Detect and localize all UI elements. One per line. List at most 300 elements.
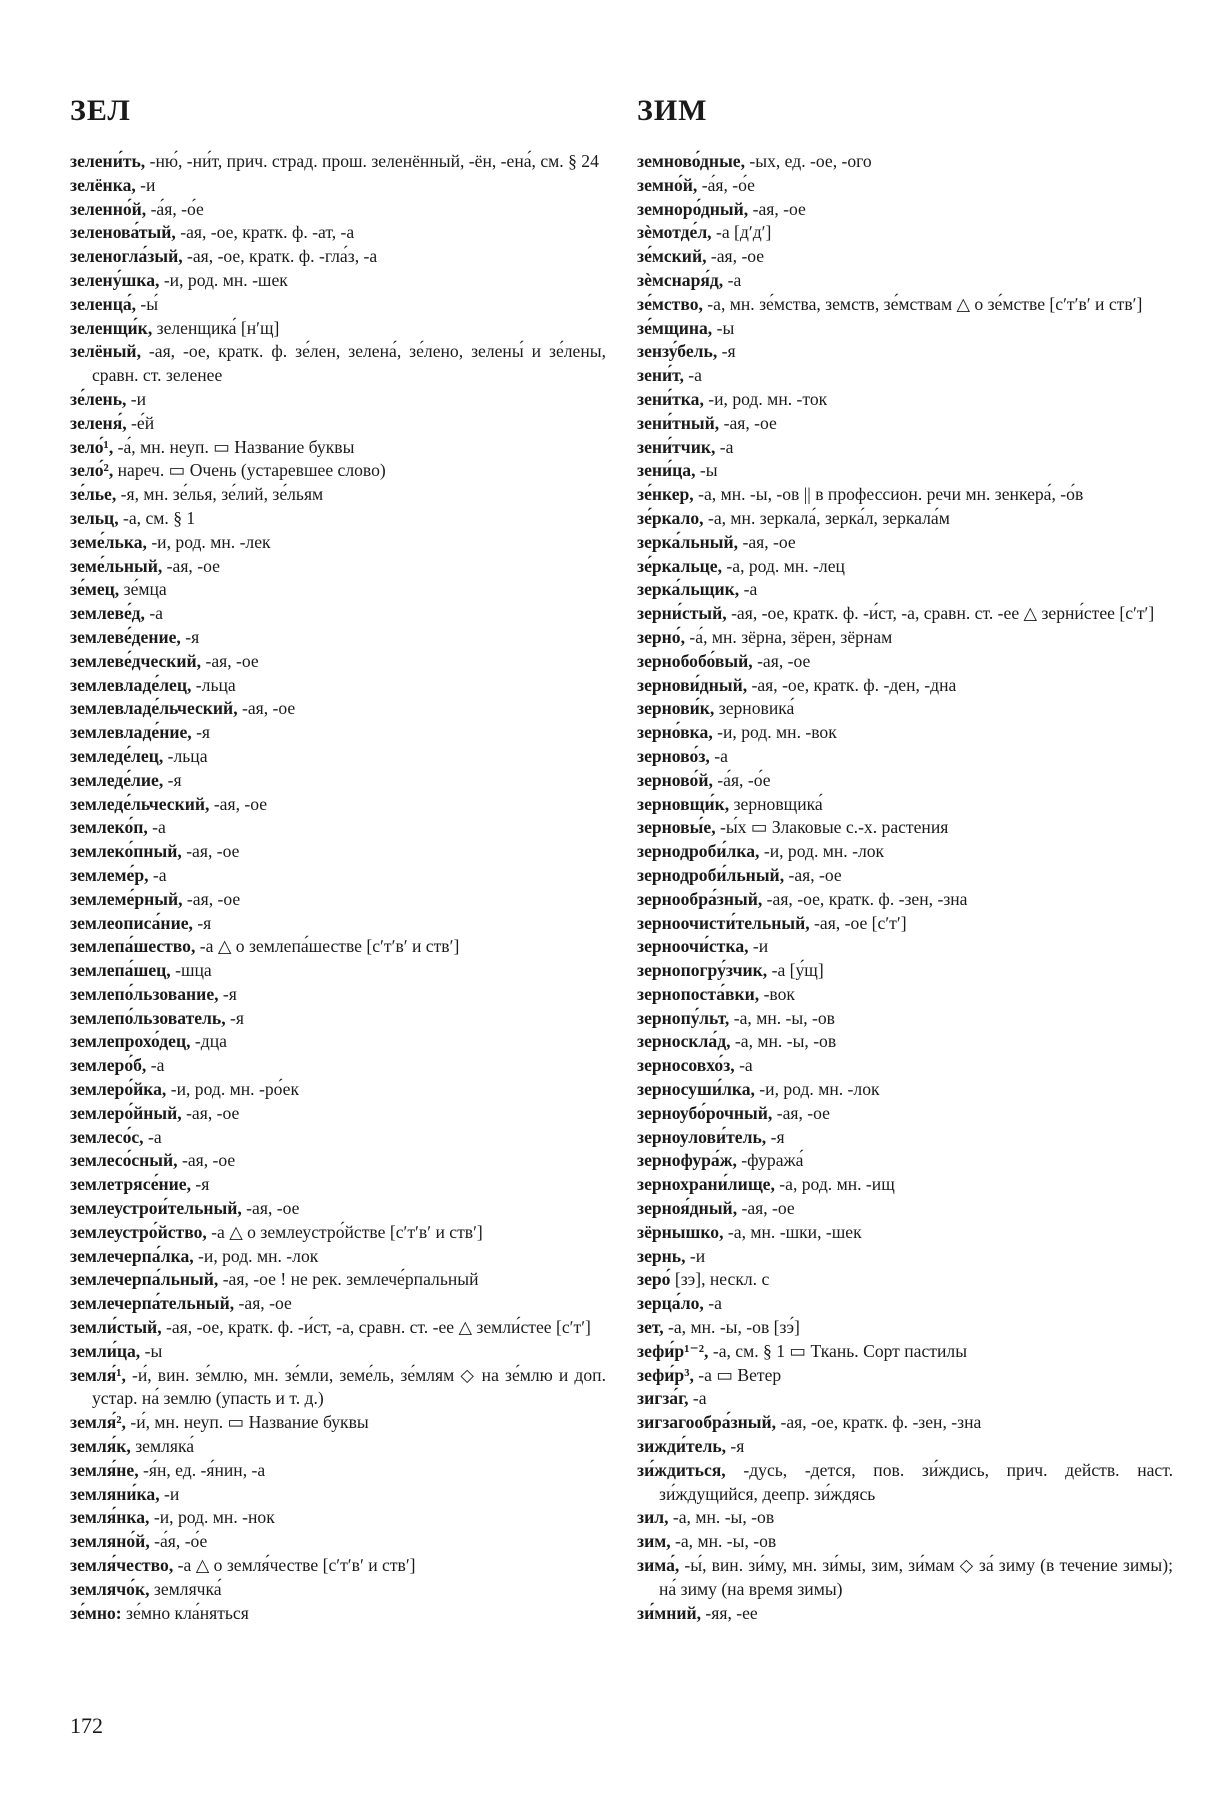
- entry-grammar: -и, род. мн. -лок: [193, 1245, 319, 1266]
- entry-headword: земля́¹,: [70, 1364, 126, 1385]
- dictionary-entry: [637, 1340, 1173, 1364]
- dictionary-entry: [637, 674, 1173, 698]
- entry-headword: зе́мщина,: [637, 317, 713, 338]
- entry-headword: зим,: [637, 1531, 671, 1552]
- entry-grammar: -и́, мн. неуп. ▭ Название буквы: [125, 1412, 369, 1433]
- dictionary-entry: [70, 888, 606, 912]
- dictionary-entry: [70, 1554, 606, 1578]
- entry-headword: землечерпа́лка,: [70, 1245, 194, 1266]
- entry-grammar: [зэ], нескл. с: [670, 1269, 770, 1290]
- entry-grammar: -а: [715, 436, 734, 457]
- entry-grammar: -а △ о земля́честве [сʹтʹвʹ и ствʹ]: [173, 1555, 416, 1576]
- entry-headword: землеве́д,: [70, 603, 145, 624]
- dictionary-entry: [637, 578, 1173, 602]
- entry-headword: зеленно́й,: [70, 198, 147, 219]
- entry-headword: зи́мний,: [637, 1602, 702, 1623]
- entry-headword: землепрохо́дец,: [70, 1031, 191, 1052]
- entry-headword: земледе́лец,: [70, 745, 164, 766]
- dictionary-entry: [637, 1316, 1173, 1340]
- entry-grammar: -и, род. мн. -ро́ек: [166, 1079, 300, 1100]
- dictionary-entry: [637, 364, 1173, 388]
- entry-headword: земляни́ка,: [70, 1483, 160, 1504]
- entry-grammar: -а́, мн. зёрна, зёрен, зёрнам: [685, 626, 893, 647]
- entry-grammar: -ая, -ое: [752, 650, 811, 671]
- entry-headword: зернохрани́лище,: [637, 1174, 775, 1195]
- entry-grammar: -ы́: [136, 293, 159, 314]
- entry-headword: землеве́дческий,: [70, 650, 202, 671]
- dictionary-entry: [637, 1387, 1173, 1411]
- entry-headword: землевладе́ние,: [70, 722, 192, 743]
- dictionary-entry: [70, 174, 606, 198]
- dictionary-entry: [637, 650, 1173, 674]
- dictionary-entry: [70, 959, 606, 983]
- dictionary-entry: [70, 1173, 606, 1197]
- entry-grammar: -а ▭ Ветер: [693, 1364, 782, 1385]
- right-column: [637, 150, 1173, 1625]
- entry-headword: зигза́г,: [637, 1388, 689, 1409]
- entry-grammar: -я: [717, 341, 736, 362]
- entry-grammar: -а: [147, 817, 166, 838]
- entry-headword: земледе́льческий,: [70, 793, 210, 814]
- entry-headword: зи́ждиться,: [637, 1459, 726, 1480]
- entry-grammar: -я, мн. зе́лья, зе́лий, зе́льям: [116, 484, 324, 505]
- entry-headword: землеме́рный,: [70, 888, 183, 909]
- entry-headword: зелёный,: [70, 341, 141, 362]
- entry-grammar: -и́, вин. зе́млю, мн. зе́мли, земе́ль, зе́млям ◇ на зе́млю и доп. устар. на́ землю (упасть и т. д.): [92, 1364, 606, 1409]
- entry-grammar: -а: [734, 1055, 753, 1076]
- dictionary-entry: [637, 412, 1173, 436]
- dictionary-entry: [70, 555, 606, 579]
- entry-grammar: -ая, -ое ! не рек. землече́рпальный: [218, 1269, 479, 1290]
- dictionary-entry: [70, 436, 606, 460]
- entry-headword: землеве́дение,: [70, 626, 181, 647]
- entry-headword: зижди́тель,: [637, 1436, 727, 1457]
- dictionary-entry: [70, 816, 606, 840]
- entry-headword: зени́т,: [637, 365, 684, 386]
- dictionary-entry: [70, 602, 606, 626]
- entry-headword: земляно́й,: [70, 1531, 150, 1552]
- dictionary-entry: [70, 1292, 606, 1316]
- dictionary-entry: [70, 221, 606, 245]
- entry-grammar: -а: [709, 745, 728, 766]
- dictionary-entry: [637, 626, 1173, 650]
- entry-grammar: -вок: [759, 983, 795, 1004]
- entry-grammar: зерновщика́: [729, 793, 823, 814]
- dictionary-entry: [70, 412, 606, 436]
- dictionary-entry: [637, 1078, 1173, 1102]
- dictionary-entry: [637, 388, 1173, 412]
- entry-grammar: -я: [766, 1126, 785, 1147]
- entry-grammar: -а: [703, 1293, 722, 1314]
- dictionary-entry: [637, 935, 1173, 959]
- dictionary-entry: [70, 293, 606, 317]
- entry-headword: землеро́б,: [70, 1055, 147, 1076]
- dictionary-entry: [70, 935, 606, 959]
- entry-headword: зелёнка,: [70, 174, 136, 195]
- dictionary-entry: [637, 317, 1173, 341]
- entry-headword: зензу́бель,: [637, 341, 718, 362]
- entry-grammar: -ая, -ое: [706, 246, 765, 267]
- dictionary-entry: [70, 697, 606, 721]
- entry-headword: зернови́к,: [637, 698, 715, 719]
- entry-headword: зернодроби́льный,: [637, 864, 785, 885]
- entry-headword: зе́лье,: [70, 484, 117, 505]
- entry-headword: земля́не,: [70, 1459, 139, 1480]
- dictionary-entry: [637, 1030, 1173, 1054]
- entry-headword: землепа́шество,: [70, 936, 196, 957]
- entry-headword: зе́мство,: [637, 293, 703, 314]
- entry-grammar: -ая, -ое: [181, 1102, 240, 1123]
- entry-headword: землепа́шец,: [70, 960, 171, 981]
- entry-headword: зерноулови́тель,: [637, 1126, 767, 1147]
- entry-headword: зерно́,: [637, 626, 685, 647]
- dictionary-entry: [70, 674, 606, 698]
- entry-grammar: -льца: [191, 674, 236, 695]
- dictionary-entry: [637, 221, 1173, 245]
- entry-grammar: -ая, -ое [сʹтʹ]: [809, 912, 907, 933]
- entry-headword: землевладе́лец,: [70, 674, 192, 695]
- entry-headword: зерноя́дный,: [637, 1198, 738, 1219]
- entry-grammar: -фуража́: [736, 1150, 804, 1171]
- entry-grammar: -а, мн. зеркала́, зерка́л, зеркала́м: [703, 507, 950, 528]
- entry-headword: зе́ркало,: [637, 507, 704, 528]
- entry-headword: землеустрои́тельный,: [70, 1198, 242, 1219]
- dictionary-entry: [70, 1459, 606, 1483]
- entry-headword: зени́тчик,: [637, 436, 716, 457]
- dictionary-entry: [70, 1530, 606, 1554]
- entry-headword: земново́дные,: [637, 151, 746, 171]
- entry-headword: зернопу́льт,: [637, 1007, 730, 1028]
- dictionary-entry: [70, 769, 606, 793]
- entry-grammar: -а, см. § 1: [118, 507, 196, 528]
- dictionary-entry: [637, 769, 1173, 793]
- dictionary-entry: [70, 1102, 606, 1126]
- dictionary-entry: [70, 1506, 606, 1530]
- entry-headword: зерноскла́д,: [637, 1031, 731, 1052]
- entry-grammar: зе́мца: [119, 579, 167, 600]
- dictionary-entry: [70, 1149, 606, 1173]
- entry-headword: зерни́стый,: [637, 603, 727, 624]
- entry-grammar: -и: [126, 388, 147, 409]
- entry-grammar: -ая, -ое, кратк. ф. зе́лен, зелена́, зе́лено, зелены́ и зе́лены, сравн. ст. зеленее: [92, 341, 606, 386]
- entry-headword: зефи́р¹⁻²,: [637, 1340, 709, 1361]
- entry-grammar: -и: [135, 174, 156, 195]
- entry-headword: земе́льный,: [70, 555, 163, 576]
- entry-grammar: -ая, -ое, кратк. ф. -и́ст, -а, сравн. ст. -ее △ земли́стее [сʹтʹ]: [161, 1317, 591, 1338]
- dictionary-entry: [637, 531, 1173, 555]
- entry-grammar: -а: [148, 864, 167, 885]
- entry-headword: землеустро́йство,: [70, 1221, 207, 1242]
- dictionary-entry: [637, 269, 1173, 293]
- entry-headword: зернобобо́вый,: [637, 650, 753, 671]
- entry-grammar: -а, мн. -шки, -шек: [723, 1221, 862, 1242]
- entry-grammar: -и, род. мн. -вок: [712, 722, 837, 743]
- entry-grammar: -и, род. мн. -лек: [146, 531, 271, 552]
- entry-grammar: -ая, -ое: [209, 793, 268, 814]
- page-number: 172: [70, 1713, 103, 1738]
- dictionary-entry: [637, 816, 1173, 840]
- entry-grammar: -дца: [190, 1031, 227, 1052]
- dictionary-entry: [637, 983, 1173, 1007]
- entry-headword: землечерпа́тельный,: [70, 1293, 235, 1314]
- dictionary-entry: [70, 1078, 606, 1102]
- entry-headword: землепо́льзование,: [70, 983, 219, 1004]
- entry-grammar: -а, мн. -ы, -ов [зэ́]: [663, 1317, 800, 1338]
- entry-grammar: -ая, -ое: [772, 1102, 830, 1123]
- entry-grammar: -а, род. мн. -ищ: [774, 1174, 895, 1195]
- dictionary-entry: [70, 150, 606, 174]
- entry-headword: земледе́лие,: [70, 769, 164, 790]
- entry-headword: зернь,: [637, 1245, 686, 1266]
- entry-grammar: земляка́: [130, 1436, 195, 1457]
- entry-headword: зерносуши́лка,: [637, 1079, 755, 1100]
- dictionary-entry: [637, 1292, 1173, 1316]
- entry-headword: зени́ца,: [637, 460, 696, 481]
- dictionary-entry: [70, 1007, 606, 1031]
- dictionary-entry: [637, 293, 1173, 317]
- entry-grammar: зе́мно кла́няться: [121, 1602, 249, 1623]
- dictionary-entry: [637, 340, 1173, 364]
- entry-grammar: -а: [739, 579, 758, 600]
- dictionary-entry: [637, 1054, 1173, 1078]
- dictionary-entry: [70, 1483, 606, 1507]
- entry-grammar: -а: [146, 1055, 165, 1076]
- entry-grammar: -шца: [170, 960, 212, 981]
- dictionary-entry: [70, 983, 606, 1007]
- dictionary-entry: [637, 1173, 1173, 1197]
- entry-grammar: -ы: [140, 1340, 163, 1361]
- entry-headword: зѐмснаря́д,: [637, 269, 724, 290]
- entry-grammar: -а́я, -о́е: [149, 1531, 208, 1552]
- dictionary-entry: [637, 1411, 1173, 1435]
- entry-headword: зе́нкер,: [637, 484, 694, 505]
- entry-headword: зерно́вка,: [637, 722, 713, 743]
- entry-headword: зёрнышко,: [637, 1221, 724, 1242]
- dictionary-entry: [637, 436, 1173, 460]
- dictionary-entry: [70, 1316, 606, 1340]
- dictionary-entry: [637, 1007, 1173, 1031]
- entry-grammar: -а △ о землеустро́йстве [сʹтʹвʹ и ствʹ]: [206, 1221, 483, 1242]
- dictionary-entry: [637, 1364, 1173, 1388]
- entry-grammar: -и: [748, 936, 769, 957]
- dictionary-entry: [637, 1149, 1173, 1173]
- running-head-left: ЗЕЛ: [70, 94, 131, 127]
- entry-grammar: -а, род. мн. -лец: [722, 555, 845, 576]
- entry-grammar: -и, род. мн. -нок: [149, 1507, 275, 1528]
- entry-grammar: -а, мн. -ы, -ов: [668, 1507, 775, 1528]
- dictionary-entry: [637, 602, 1173, 626]
- entry-grammar: -а △ о землепа́шестве [сʹтʹвʹ и ствʹ]: [195, 936, 460, 957]
- entry-grammar: -я: [191, 722, 211, 743]
- entry-headword: зерка́льщик,: [637, 579, 740, 600]
- entry-headword: земли́стый,: [70, 1317, 162, 1338]
- dictionary-entry: [70, 1221, 606, 1245]
- entry-grammar: -е́й: [126, 412, 155, 433]
- entry-grammar: -а: [144, 603, 163, 624]
- entry-headword: земля́к,: [70, 1436, 131, 1457]
- dictionary-entry: [70, 864, 606, 888]
- entry-headword: землеко́п,: [70, 817, 148, 838]
- entry-grammar: -и, род. мн. -шек: [159, 269, 288, 290]
- entry-grammar: -ню́, -ни́т, прич. страд. прош. зеленённый, -ён, -ена́, см. § 24: [145, 151, 599, 171]
- dictionary-entry: [70, 317, 606, 341]
- entry-grammar: -ы́, вин. зи́му, мн. зи́мы, зим, зи́мам ◇ за́ зиму (в течение зимы); на́ зиму (на время зимы): [659, 1555, 1173, 1599]
- dictionary-entry: [637, 1459, 1173, 1507]
- entry-headword: зернопоста́вки,: [637, 983, 760, 1004]
- entry-headword: зерноочисти́тельный,: [637, 912, 810, 933]
- dictionary-entry: [70, 1054, 606, 1078]
- dictionary-entry: [70, 507, 606, 531]
- entry-headword: зерноочи́стка,: [637, 936, 749, 957]
- dictionary-entry: [637, 864, 1173, 888]
- entry-headword: зигзагообра́зный,: [637, 1412, 777, 1433]
- dictionary-entry: [637, 840, 1173, 864]
- dictionary-entry: [637, 1268, 1173, 1292]
- dictionary-entry: [637, 1102, 1173, 1126]
- left-column: [70, 150, 606, 1625]
- entry-headword: зеленца́,: [70, 293, 137, 314]
- entry-grammar: -а: [723, 269, 742, 290]
- entry-grammar: -ая, -ое: [237, 698, 296, 719]
- entry-grammar: -а́я, -о́е: [146, 198, 204, 219]
- dictionary-entry: [70, 578, 606, 602]
- entry-headword: землесо́сный,: [70, 1150, 178, 1171]
- entry-grammar: -ая, -ое: [738, 531, 796, 552]
- entry-headword: земе́лька,: [70, 531, 147, 552]
- entry-grammar: -ы: [695, 460, 718, 481]
- dictionary-entry: [70, 1364, 606, 1412]
- entry-headword: зелену́шка,: [70, 269, 160, 290]
- dictionary-entry: [70, 388, 606, 412]
- dictionary-entry: [637, 245, 1173, 269]
- entry-headword: зернови́дный,: [637, 674, 748, 695]
- dictionary-entry: [70, 483, 606, 507]
- entry-headword: зе́ркальце,: [637, 555, 723, 576]
- entry-grammar: -а́я, -о́е: [697, 174, 755, 195]
- dictionary-entry: [70, 340, 606, 388]
- entry-headword: землеко́пный,: [70, 841, 182, 862]
- entry-grammar: -а, см. § 1 ▭ Ткань. Сорт пастилы: [708, 1340, 968, 1361]
- entry-grammar: -ая, -ое: [182, 888, 241, 909]
- dictionary-entry: [70, 626, 606, 650]
- entry-grammar: нареч. ▭ Очень (устаревшее слово): [113, 460, 386, 481]
- entry-headword: земли́ца,: [70, 1340, 141, 1361]
- entry-grammar: -дусь, -дется, пов. зи́ждись, прич. действ. наст. зи́ждущийся, деепр. зи́ждясь: [659, 1459, 1173, 1504]
- entry-grammar: -а, мн. -ы, -ов: [670, 1531, 777, 1552]
- dictionary-entry: [70, 721, 606, 745]
- entry-grammar: -а: [143, 1126, 162, 1147]
- entry-headword: зельц,: [70, 507, 119, 528]
- entry-headword: земля́чество,: [70, 1555, 174, 1576]
- dictionary-entry: [637, 1554, 1173, 1602]
- entry-headword: зеленогла́зый,: [70, 246, 183, 267]
- dictionary-entry: [637, 483, 1173, 507]
- entry-grammar: -а [у́щ]: [767, 960, 824, 981]
- dictionary-entry: [70, 650, 606, 674]
- dictionary-entry: [637, 507, 1173, 531]
- dictionary-entry: [70, 1602, 606, 1626]
- dictionary-entry: [637, 959, 1173, 983]
- dictionary-entry: [70, 1126, 606, 1150]
- entry-grammar: -ы́х ▭ Злаковые с.-х. растения: [715, 817, 949, 838]
- entry-grammar: -ая, -ое: [784, 864, 842, 885]
- dictionary-entry: [70, 1340, 606, 1364]
- entry-grammar: -а [дʹдʹ]: [711, 222, 772, 243]
- entry-grammar: -а́, мн. неуп. ▭ Название буквы: [113, 436, 355, 457]
- dictionary-entry: [70, 793, 606, 817]
- entry-grammar: -ы: [712, 317, 735, 338]
- entry-headword: земля́нка,: [70, 1507, 150, 1528]
- entry-headword: зерца́ло,: [637, 1293, 704, 1314]
- entry-headword: зе́лень,: [70, 388, 127, 409]
- dictionary-entry: [637, 555, 1173, 579]
- entry-grammar: -я: [191, 1174, 210, 1195]
- dictionary-entry: [637, 198, 1173, 222]
- entry-headword: землепо́льзователь,: [70, 1007, 226, 1028]
- dictionary-entry: [637, 1245, 1173, 1269]
- entry-headword: зе́мский,: [637, 246, 707, 267]
- entry-headword: землетрясе́ние,: [70, 1174, 192, 1195]
- entry-headword: земноро́дный,: [637, 198, 749, 219]
- entry-grammar: -и: [685, 1245, 706, 1266]
- dictionary-entry: [70, 1578, 606, 1602]
- dictionary-entry: [637, 1530, 1173, 1554]
- entry-grammar: -а: [683, 365, 702, 386]
- entry-grammar: -ая, -ое: [241, 1198, 300, 1219]
- dictionary-entry: [70, 1245, 606, 1269]
- dictionary-entry: [637, 1126, 1173, 1150]
- dictionary-entry: [70, 531, 606, 555]
- entry-headword: зело́²,: [70, 460, 114, 481]
- entry-headword: зерка́льный,: [637, 531, 739, 552]
- entry-grammar: зеленщика́ [нʹщ]: [152, 317, 280, 338]
- entry-grammar: -ая, -ое: [719, 412, 777, 433]
- entry-headword: зил,: [637, 1507, 669, 1528]
- entry-grammar: -я: [180, 626, 200, 647]
- dictionary-entry: [637, 1435, 1173, 1459]
- entry-grammar: -а: [688, 1388, 707, 1409]
- dictionary-entry: [70, 912, 606, 936]
- dictionary-entry: [70, 1435, 606, 1459]
- entry-grammar: -и: [159, 1483, 180, 1504]
- dictionary-entry: [637, 793, 1173, 817]
- entry-grammar: -я: [163, 769, 182, 790]
- dictionary-entry: [70, 198, 606, 222]
- entry-grammar: -и, род. мн. -лок: [754, 1079, 880, 1100]
- entry-headword: зерновщи́к,: [637, 793, 730, 814]
- entry-headword: зеленя́,: [70, 412, 127, 433]
- entry-headword: зима́,: [637, 1555, 680, 1576]
- entry-headword: зело́¹,: [70, 436, 114, 457]
- entry-headword: земля́²,: [70, 1412, 126, 1433]
- entry-headword: зѐмотде́л,: [637, 222, 712, 243]
- entry-grammar: -ая, -ое, кратк. ф. -гла́з, -а: [182, 246, 378, 267]
- entry-grammar: -а́я, -о́е: [712, 769, 771, 790]
- entry-headword: зернообра́зный,: [637, 888, 763, 909]
- entry-headword: землечерпа́льный,: [70, 1269, 219, 1290]
- running-head-right: ЗИМ: [637, 94, 708, 127]
- dictionary-entry: [637, 721, 1173, 745]
- entry-grammar: -я́н, ед. -я́нин, -а: [138, 1459, 266, 1480]
- entry-grammar: -и, род. мн. -ток: [703, 388, 828, 409]
- entry-headword: землевладе́льческий,: [70, 698, 238, 719]
- entry-headword: землячо́к,: [70, 1578, 150, 1599]
- dictionary-entry: [637, 1602, 1173, 1626]
- entry-headword: землеме́р,: [70, 864, 149, 885]
- entry-grammar: -а, мн. -ы, -ов: [729, 1007, 835, 1028]
- entry-headword: зени́тка,: [637, 388, 704, 409]
- entry-headword: зернопогру́зчик,: [637, 960, 768, 981]
